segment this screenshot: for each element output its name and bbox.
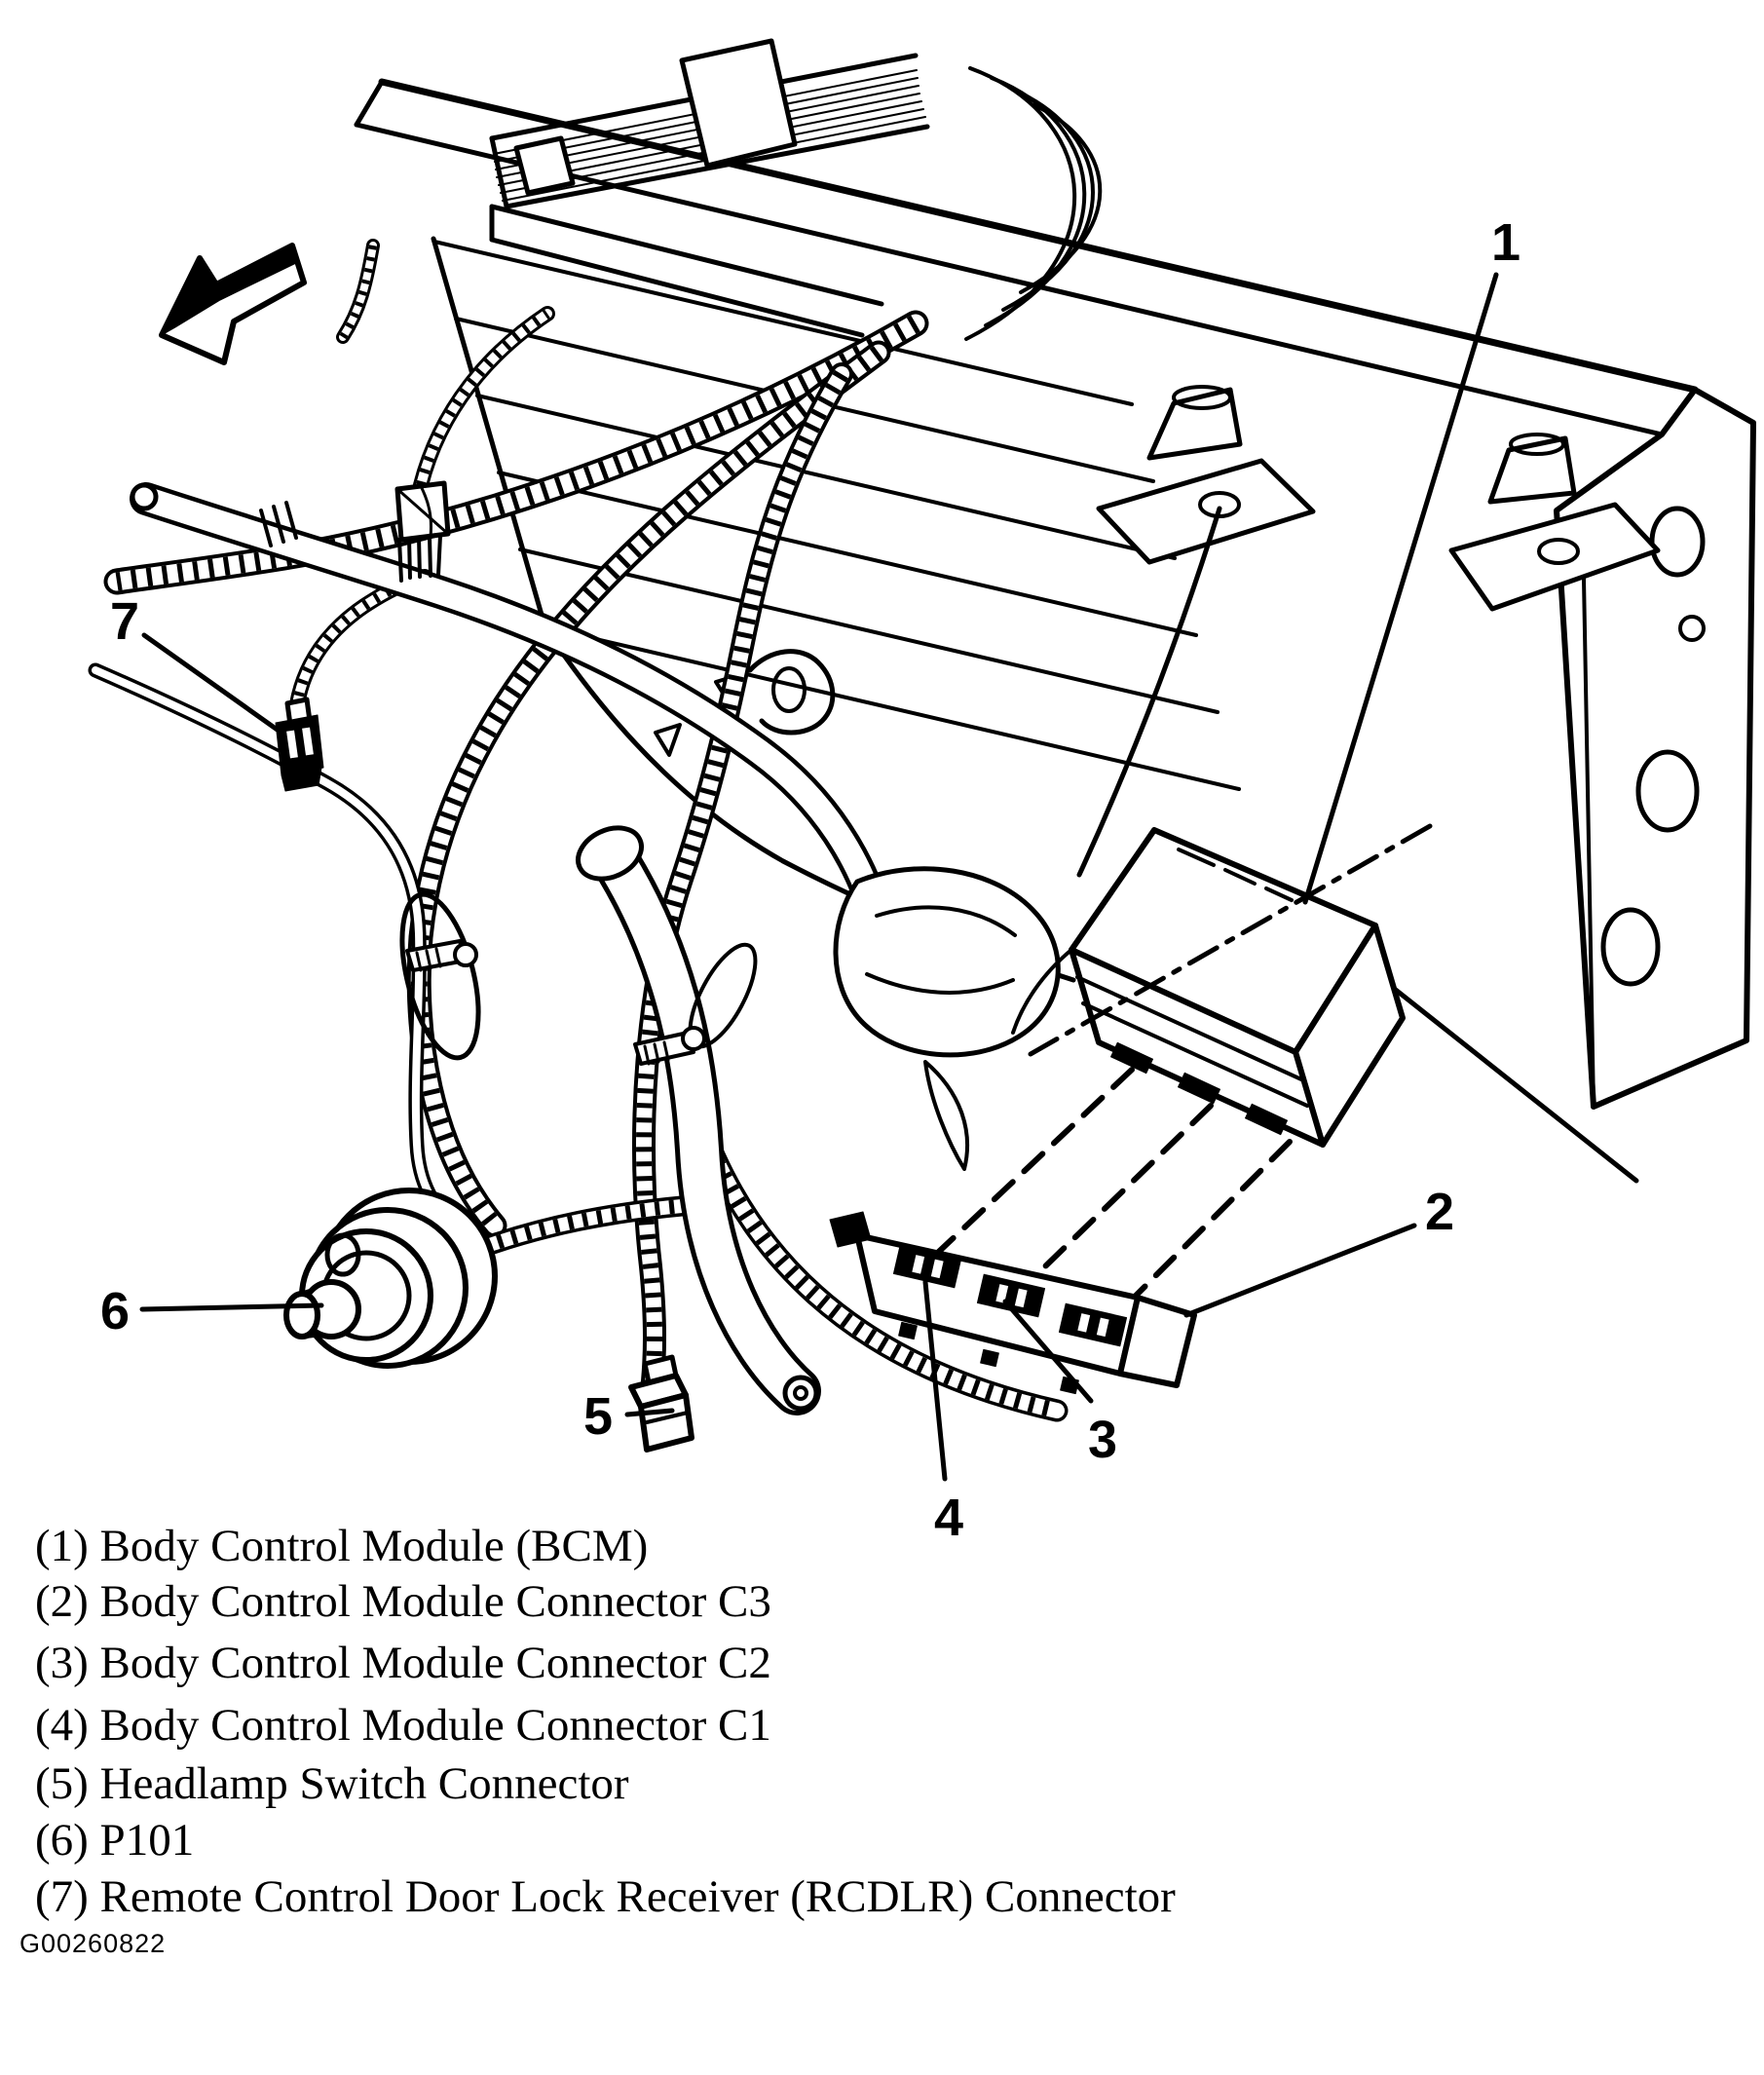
callout-4-number: 4	[933, 1489, 964, 1547]
rcdlr-connector	[276, 699, 323, 791]
legend-line-4: (4) Body Control Module Connector C1	[35, 1700, 771, 1751]
center-bracket-details	[388, 869, 1058, 1169]
callout-7-number: 7	[109, 592, 140, 651]
legend-line-6: (6) P101	[35, 1815, 195, 1866]
callout-5-number: 5	[582, 1387, 614, 1446]
callout-6-number: 6	[99, 1282, 131, 1340]
harness-strap	[682, 41, 795, 166]
legend-line-5: (5) Headlamp Switch Connector	[35, 1758, 629, 1809]
headlamp-switch-connector	[631, 1357, 692, 1450]
legend-line-1: (1) Body Control Module (BCM)	[35, 1521, 649, 1571]
view-direction-arrow-icon	[162, 245, 304, 362]
legend-line-3: (3) Body Control Module Connector C2	[35, 1638, 771, 1688]
grommet-p101	[286, 1190, 495, 1366]
legend	[19, 1521, 1176, 1958]
figure-code: G00260822	[19, 1929, 167, 1958]
legend-line-2: (2) Body Control Module Connector C3	[35, 1576, 771, 1627]
callout-1-number: 1	[1490, 213, 1521, 272]
legend-line-7: (7) Remote Control Door Lock Receiver (RCDLR) Connector	[35, 1871, 1176, 1922]
bcm-module	[1013, 826, 1430, 1145]
callout-2-number: 2	[1424, 1183, 1455, 1241]
callout-3-number: 3	[1087, 1411, 1118, 1469]
bcm-connector-strip	[830, 1212, 1194, 1394]
